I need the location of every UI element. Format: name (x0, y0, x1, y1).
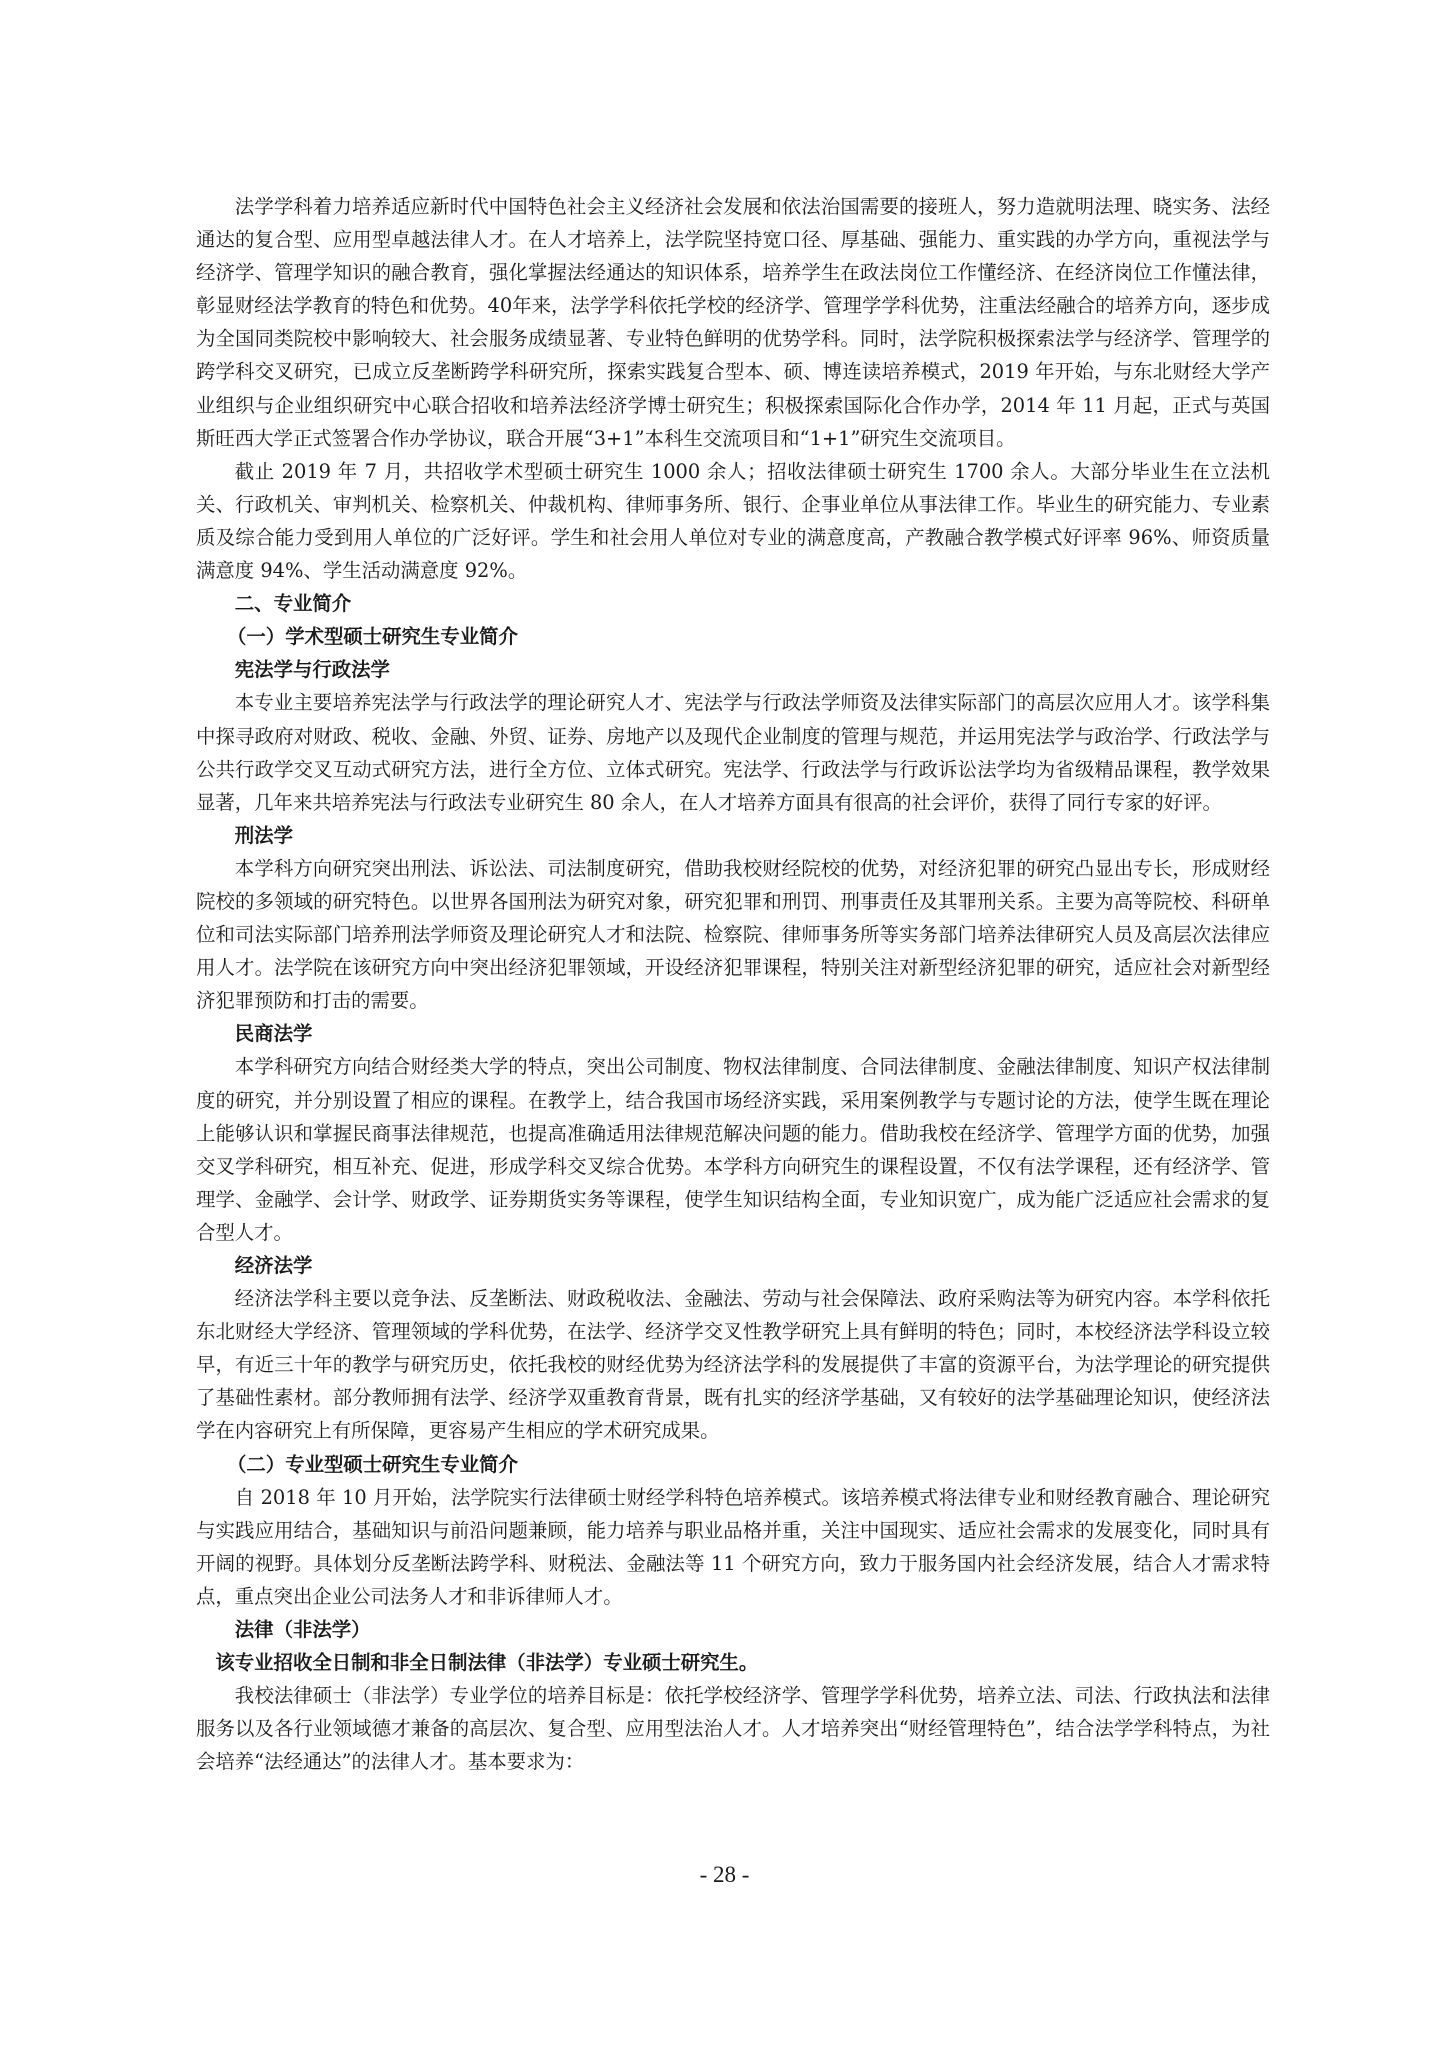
heading-criminal-law: 刑法学 (234, 823, 293, 847)
paragraph-criminal-law: 本学科方向研究突出刑法、诉讼法、司法制度研究，借助我校财经院校的优势，对经济犯罪的研究凸显出专长，形成财经院校的多领域的研究特色。以世界各国刑法为研究对象，研究犯罪和刑罚、刑事责任及其罪刑关系。主要为高等院校、科研单位和司法实际部门培养刑法学师资及理论研究人才和法院、检察院、律师事务所等实务部门培养法律研究人员及高层次法律应用人才。法学院在该研究方向中突出经济犯罪领域，开设经济犯罪课程，特别关注对新型经济犯罪的研究，适应社会对新型经济犯罪预防和打击的需要。 (196, 856, 1270, 1013)
heading-law-non-law: 法律（非法学） (234, 1618, 371, 1642)
paragraph-professional: 自 2018 年 10 月开始，法学院实行法律硕士财经学科特色培养模式。该培养模式将法律专业和财经教育融合、理论研究与实践应用结合，基础知识与前沿问题兼顾，能力培养与职业品格并重，关注中国现实、适应社会需求的发展变化，同时具有开阔的视野。具体划分反垄断法跨学科、财税法、金融法等 11 个研究方向，致力于服务国内社会经济发展，结合人才需求特点，重点突出企业公司法务人才和非诉律师人才。 (196, 1485, 1270, 1608)
heading-constitutional-law: 宪法学与行政法学 (234, 658, 390, 682)
paragraph-civil-commercial-law: 本学科研究方向结合财经类大学的特点，突出公司制度、物权法律制度、合同法律制度、金融法律制度、知识产权法律制度的研究，并分别设置了相应的课程。在教学上，结合我国市场经济实践，采用案例教学与专题讨论的方法，使学生既在理论上能够认识和掌握民商事法律规范，也提高准确适用法律规范解决问题的能力。借助我校在经济学、管理学方面的优势，加强交叉学科研究，相互补充、促进，形成学科交叉综合优势。本学科方向研究生的课程设置，不仅有法学课程，还有经济学、管理学、金融学、会计学、财政学、证券期货实务等课程，使学生知识结构全面，专业知识宽广，成为能广泛适应社会需求的复合型人才。 (196, 1055, 1270, 1244)
paragraph-constitutional-law: 本专业主要培养宪法学与行政法学的理论研究人才、宪法学与行政法学师资及法律实际部门的高层次应用人才。该学科集中探寻政府对财政、税收、金融、外贸、证券、房地产以及现代企业制度的管理与规范，并运用宪法学与政治学、行政法学与公共行政学交叉互动式研究方法，进行全方位、立体式研究。宪法学、行政法学与行政诉讼法学均为省级精品课程，教学效果显著，几年来共培养宪法与行政法专业研究生 80 余人，在人才培养方面具有很高的社会评价，获得了同行专家的好评。 (196, 691, 1270, 814)
paragraph-law-non-law: 我校法律硕士（非法学）专业学位的培养目标是：依托学校经济学、管理学学科优势，培养立法、司法、行政执法和法律服务以及各行业领域德才兼备的高层次、复合型、应用型法治人才。人才培养突出“财经管理特色”，结合法学学科特点，为社会培养“法经通达”的法律人才。基本要求为： (196, 1684, 1270, 1774)
subsection-heading-professional: （二）专业型硕士研究生专业简介 (227, 1452, 518, 1476)
page-number: - 28 - (699, 1862, 750, 1887)
enrollment-statement: 该专业招收全日制和非全日制法律（非法学）专业硕士研究生。 (215, 1651, 759, 1675)
paragraph-intro: 法学学科着力培养适应新时代中国特色社会主义经济社会发展和依法治国需要的接班人，努力造就明法理、晓实务、法经通达的复合型、应用型卓越法律人才。在人才培养上，法学院坚持宽口径、厚基础、强能力、重实践的办学方向，重视法学与经济学、管理学知识的融合教育，强化掌握法经通达的知识体系，培养学生在政法岗位工作懂经济、在经济岗位工作懂法律，彰显财经法学教育的特色和优势。40年来，法学学科依托学校的经济学、管理学学科优势，注重法经融合的培养方向，逐步成为全国同类院校中影响较大、社会服务成绩显著、专业特色鲜明的优势学科。同时，法学院积极探索法学与经济学、管理学的跨学科交叉研究，已成立反垄断跨学科研究所，探索实践复合型本、硕、博连读培养模式，2019 年开始，与东北财经大学产业组织与企业组织研究中心联合招收和培养法经济学博士研究生；积极探索国际化合作办学，2014 年 11 月起，正式与英国斯旺西大学正式签署合作办学协议，联合开展“3+1”本科生交流项目和“1+1”研究生交流项目。 (196, 195, 1270, 450)
subsection-heading-academic: （一）学术型硕士研究生专业简介 (227, 625, 518, 649)
heading-economic-law: 经济法学 (234, 1254, 313, 1277)
document-body (196, 190, 1270, 1779)
paragraph-economic-law: 经济法学科主要以竞争法、反垄断法、财政税收法、金融法、劳动与社会保障法、政府采购法等为研究内容。本学科依托东北财经大学经济、管理领域的学科优势，在法学、经济学交叉性教学研究上具有鲜明的特色；同时，本校经济法学科设立较早，有近三十年的教学与研究历史，依托我校的财经优势为经济法学科的发展提供了丰富的资源平台，为法学理论的研究提供了基础性素材。部分教师拥有法学、经济学双重教育背景，既有扎实的经济学基础，又有较好的法学基础理论知识，使经济法学在内容研究上有所保障，更容易产生相应的学术研究成果。 (196, 1287, 1270, 1443)
section-heading-program-intro: 二、专业简介 (234, 592, 352, 616)
heading-civil-commercial-law: 民商法学 (234, 1022, 313, 1046)
paragraph-enrollment: 截止 2019 年 7 月，共招收学术型硕士研究生 1000 余人；招收法律硕士研究生 1700 余人。大部分毕业生在立法机关、行政机关、审判机关、检察机关、仲裁机构、律师事务所、银行、企事业单位从事法律工作。毕业生的研究能力、专业素质及综合能力受到用人单位的广泛好评。学生和社会用人单位对专业的满意度高，产教融合教学模式好评率 96%、师资质量满意度 94%、学生活动满意度 92%。 (196, 459, 1270, 583)
